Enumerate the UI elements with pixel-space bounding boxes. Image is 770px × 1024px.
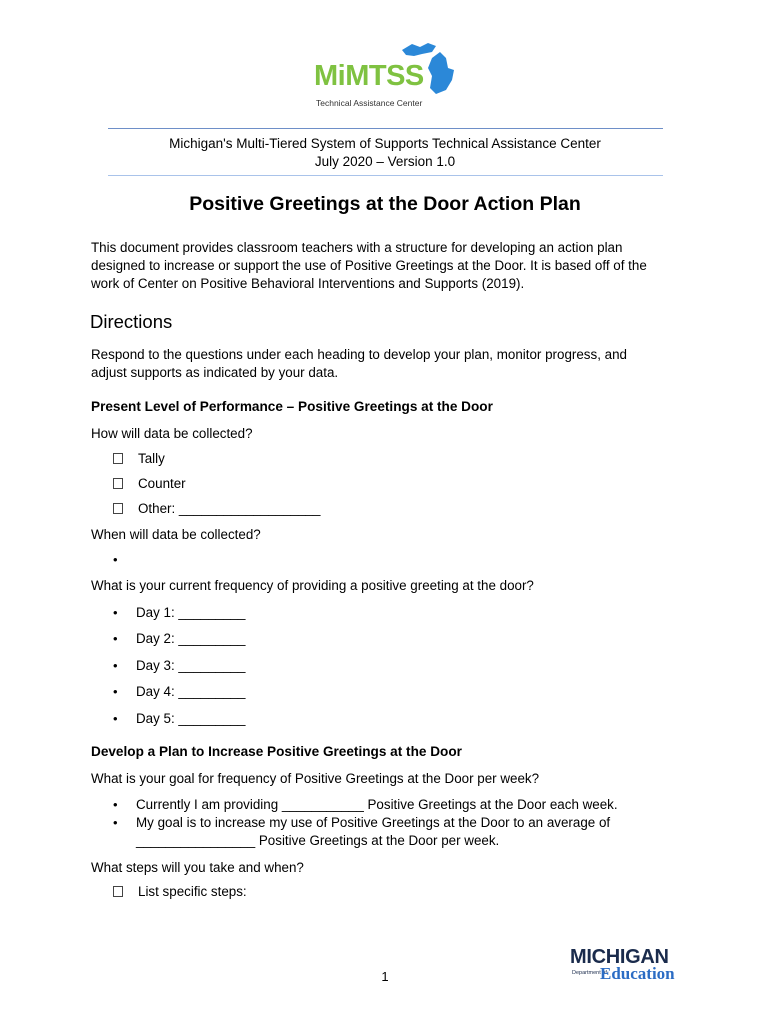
empty-bullet[interactable]: [113, 552, 136, 567]
page-title: Positive Greetings at the Door Action Plan: [189, 193, 581, 215]
bullet-icon: •: [113, 631, 118, 646]
option-label: Counter: [138, 476, 186, 491]
page-number: 1: [381, 969, 389, 984]
day-label: Day 3: _________: [136, 658, 246, 673]
logo-subtext: Technical Assistance Center: [316, 98, 423, 108]
question-goal: What is your goal for frequency of Positive Greetings at the Door per week?: [91, 771, 540, 786]
day-field[interactable]: [113, 658, 245, 673]
bullet-icon: •: [113, 684, 118, 699]
bullet-icon: •: [113, 605, 118, 620]
option-label: Other: ___________________: [138, 501, 321, 516]
option-label: Tally: [138, 451, 165, 466]
option-steps[interactable]: [113, 884, 247, 899]
bullet-icon: •: [113, 815, 118, 830]
option-counter[interactable]: [113, 476, 186, 491]
section2-heading: Develop a Plan to Increase Positive Greetings at the Door: [91, 744, 462, 759]
checkbox-icon[interactable]: [113, 503, 123, 514]
bullet-icon: •: [113, 711, 118, 726]
intro-paragraph: [91, 239, 691, 293]
option-tally[interactable]: [113, 451, 165, 466]
bullet-icon: •: [113, 552, 118, 567]
question-data-collection: How will data be collected?: [91, 426, 253, 441]
michigan-education-logo: [570, 942, 685, 987]
goal-current[interactable]: [113, 797, 618, 812]
intro-line: work of Center on Positive Behavioral Interventions and Supports (2019).: [91, 276, 525, 291]
question-steps: What steps will you take and when?: [91, 860, 304, 875]
day-field[interactable]: [113, 605, 245, 620]
goal-current-text: Currently I am providing ___________ Positive Greetings at the Door each week.: [136, 797, 618, 812]
directions-paragraph: [91, 346, 691, 382]
day-label: Day 2: _________: [136, 631, 246, 646]
logo-text: MiMTSS: [314, 60, 424, 92]
question-data-timing: When will data be collected?: [91, 527, 261, 542]
day-field[interactable]: [113, 684, 245, 699]
bullet-icon: •: [113, 658, 118, 673]
goal-target[interactable]: [113, 815, 610, 830]
directions-line: adjust supports as indicated by your data.: [91, 365, 339, 380]
section1-heading: Present Level of Performance – Positive Greetings at the Door: [91, 399, 493, 414]
mi-logo-edu: Education: [600, 964, 675, 983]
goal-target-continuation: ________________ Positive Greetings at the Door per week.: [136, 833, 500, 848]
question-current-frequency: What is your current frequency of providing a positive greeting at the door?: [91, 578, 534, 593]
day-label: Day 4: _________: [136, 684, 246, 699]
checkbox-icon[interactable]: [113, 478, 123, 489]
option-label: List specific steps:: [138, 884, 247, 899]
day-field[interactable]: [113, 631, 245, 646]
intro-line: designed to increase or support the use of Positive Greetings at the Door. It is based off of the: [91, 258, 647, 273]
checkbox-icon[interactable]: [113, 453, 123, 464]
checkbox-icon[interactable]: [113, 886, 123, 897]
day-field[interactable]: [113, 711, 245, 726]
goal-target-text: My goal is to increase my use of Positive Greetings at the Door to an average of: [136, 815, 611, 830]
mi-logo-word: MICHIGAN: [570, 946, 669, 968]
bullet-icon: •: [113, 797, 118, 812]
day-label: Day 5: _________: [136, 711, 246, 726]
version-line: July 2020 – Version 1.0: [314, 154, 456, 169]
mi-logo-dept: Department of: [572, 970, 607, 976]
header-top-rule: [108, 128, 663, 129]
option-other[interactable]: [113, 501, 320, 516]
day-label: Day 1: _________: [136, 605, 246, 620]
org-line: Michigan's Multi-Tiered System of Supports Technical Assistance Center: [169, 136, 601, 151]
intro-line: This document provides classroom teachers with a structure for developing an action plan: [91, 240, 623, 255]
directions-line: Respond to the questions under each heading to develop your plan, monitor progress, and: [91, 347, 627, 362]
mimtss-logo: [306, 38, 466, 110]
header-bottom-rule: [108, 175, 663, 176]
directions-heading: Directions: [90, 311, 173, 332]
